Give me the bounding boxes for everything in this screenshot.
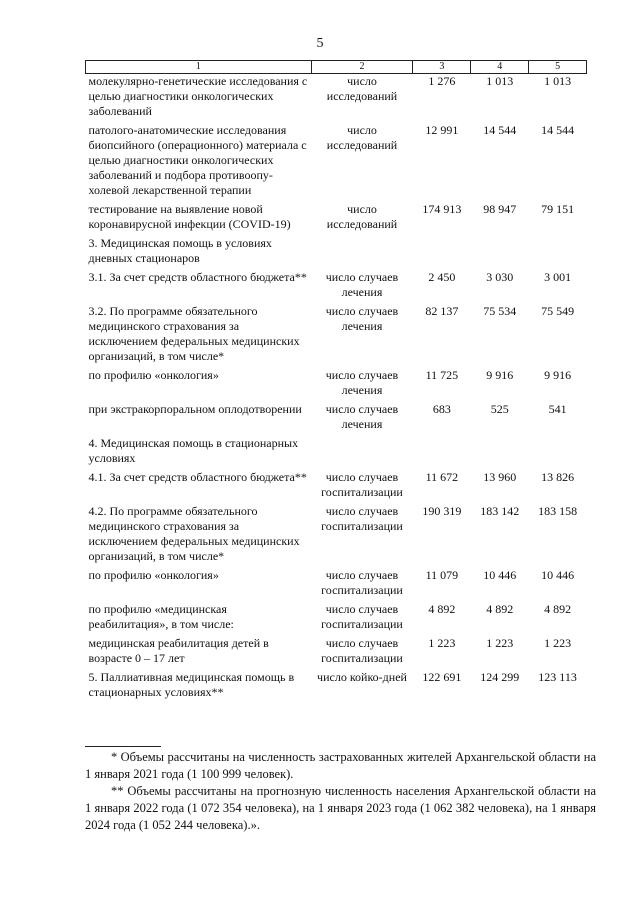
row-unit-cell: число случаев лечения (325, 304, 399, 333)
row-value-cell (529, 436, 587, 470)
footnote-rule (85, 746, 161, 747)
row-name-cell: патолого-анатомические исследования биопсийного (операционного) материала с целью диагностики онкологических заболеваний и подбора противоопу-холевой лекарственной терапии (88, 123, 307, 197)
header-cell: 2 (311, 61, 413, 74)
row-unit-cell: число койко-дней (317, 670, 407, 684)
footnote: ** Объемы рассчитаны на прогнозную численность населения Архангельской области на 1 января 2022 года (1 072 354 человека), на 1 января 2023 года (1 062 382 человека), на 1 января 2024 года (1 052 244 человека).». (85, 784, 596, 832)
row-name-cell: медицинская реабилитация детей в возрасте 0 – 17 лет (88, 636, 269, 665)
row-name-cell: по профилю «онкология» (88, 368, 219, 382)
row-name-cell: по профилю «онкология» (88, 568, 219, 582)
header-cell: 3 (413, 61, 471, 74)
row-unit-cell: число случаев госпитализации (321, 504, 403, 533)
row-value-cell: 12 991 (425, 123, 459, 137)
row-unit-cell (311, 236, 413, 270)
row-value-cell: 122 691 (422, 670, 462, 684)
table-row (86, 402, 587, 436)
table-header-row (86, 61, 587, 74)
row-name-cell: по профилю «медицинская реабилитация», в том числе: (88, 602, 234, 631)
row-unit-cell: число случаев лечения (325, 368, 399, 397)
row-name-cell: 4. Медицинская помощь в стационарных условиях (88, 436, 299, 465)
footnotes (85, 746, 596, 834)
row-value-cell: 3 001 (544, 270, 572, 284)
row-name-cell: 3.2. По программе обязательного медицинского страхования за исключением федеральных медицинских организаций, в том числе* (88, 304, 300, 363)
row-value-cell: 98 947 (483, 202, 517, 216)
volumes-table (85, 60, 587, 704)
row-name-cell: 5. Паллиативная медицинская помощь в стационарных условиях** (88, 670, 295, 699)
row-name-cell: 4.2. По программе обязательного медицинского страхования за исключением федеральных медицинских организаций, в том числе* (88, 504, 300, 563)
row-value-cell: 14 544 (483, 123, 517, 137)
table-row (86, 368, 587, 402)
header-cell: 4 (471, 61, 529, 74)
row-value-cell: 183 158 (538, 504, 578, 518)
row-value-cell: 75 534 (483, 304, 517, 318)
row-value-cell: 13 826 (541, 470, 575, 484)
table-row (86, 670, 587, 704)
row-value-cell: 11 079 (425, 568, 459, 582)
row-value-cell: 4 892 (428, 602, 456, 616)
table-row (86, 202, 587, 236)
row-value-cell: 525 (490, 402, 509, 416)
row-value-cell: 1 276 (428, 74, 456, 88)
row-value-cell: 11 725 (425, 368, 459, 382)
row-value-cell (529, 236, 587, 270)
row-value-cell: 13 960 (483, 470, 517, 484)
row-unit-cell: число исследований (326, 74, 398, 103)
table-row (86, 74, 587, 124)
row-value-cell: 541 (548, 402, 567, 416)
row-value-cell (471, 236, 529, 270)
row-unit-cell: число случаев госпитализации (321, 568, 403, 597)
row-value-cell: 79 151 (541, 202, 575, 216)
row-unit-cell: число исследований (326, 123, 398, 152)
table-row (86, 568, 587, 602)
footnote: * Объемы рассчитаны на численность застрахованных жителей Архангельской области на 1 января 2021 года (1 100 999 человек). (85, 750, 596, 781)
row-value-cell: 2 450 (428, 270, 456, 284)
row-unit-cell (311, 436, 413, 470)
row-value-cell: 190 319 (422, 504, 462, 518)
row-value-cell: 4 892 (544, 602, 572, 616)
row-value-cell: 14 544 (541, 123, 575, 137)
row-value-cell (413, 236, 471, 270)
row-value-cell: 123 113 (538, 670, 577, 684)
row-value-cell: 10 446 (483, 568, 517, 582)
row-unit-cell: число случаев госпитализации (321, 602, 403, 631)
row-name-cell: тестирование на выявление новой коронавирусной инфекции (COVID-19) (88, 202, 291, 231)
table-row (86, 470, 587, 504)
row-name-cell: при экстракорпоральном оплодотворении (88, 402, 302, 416)
row-name-cell: 3. Медицинская помощь в условиях дневных стационаров (88, 236, 272, 265)
row-name-cell: 3.1. За счет средств областного бюджета** (88, 270, 307, 284)
table-row (86, 436, 587, 470)
row-value-cell: 1 223 (544, 636, 572, 650)
row-value-cell: 75 549 (541, 304, 575, 318)
row-value-cell: 11 672 (425, 470, 459, 484)
header-cell: 1 (86, 61, 312, 74)
row-value-cell: 10 446 (541, 568, 575, 582)
table-row (86, 304, 587, 368)
row-value-cell: 1 013 (544, 74, 572, 88)
row-value-cell (471, 436, 529, 470)
row-unit-cell: число случаев лечения (325, 270, 399, 299)
table-row (86, 123, 587, 202)
row-unit-cell: число случаев лечения (325, 402, 399, 431)
table-row (86, 636, 587, 670)
row-value-cell: 683 (432, 402, 451, 416)
row-value-cell: 9 916 (544, 368, 572, 382)
table-row (86, 602, 587, 636)
row-value-cell: 1 223 (486, 636, 514, 650)
row-value-cell: 82 137 (425, 304, 459, 318)
row-value-cell: 1 223 (428, 636, 456, 650)
row-name-cell: 4.1. За счет средств областного бюджета** (88, 470, 307, 484)
row-value-cell: 1 013 (486, 74, 514, 88)
row-name-cell: молекулярно-генетические исследования с целью диагностики онкологических заболеваний (88, 74, 308, 118)
header-cell: 5 (529, 61, 587, 74)
row-value-cell: 124 299 (480, 670, 520, 684)
row-unit-cell: число случаев госпитализации (321, 636, 403, 665)
table-row (86, 504, 587, 568)
row-unit-cell: число случаев госпитализации (321, 470, 403, 499)
table-row (86, 236, 587, 270)
row-value-cell: 9 916 (486, 368, 514, 382)
row-value-cell: 4 892 (486, 602, 514, 616)
row-value-cell: 174 913 (422, 202, 462, 216)
page-number: 5 (316, 36, 324, 51)
row-value-cell: 183 142 (480, 504, 520, 518)
table-row (86, 270, 587, 304)
row-value-cell (413, 436, 471, 470)
row-value-cell: 3 030 (486, 270, 514, 284)
row-unit-cell: число исследований (326, 202, 398, 231)
